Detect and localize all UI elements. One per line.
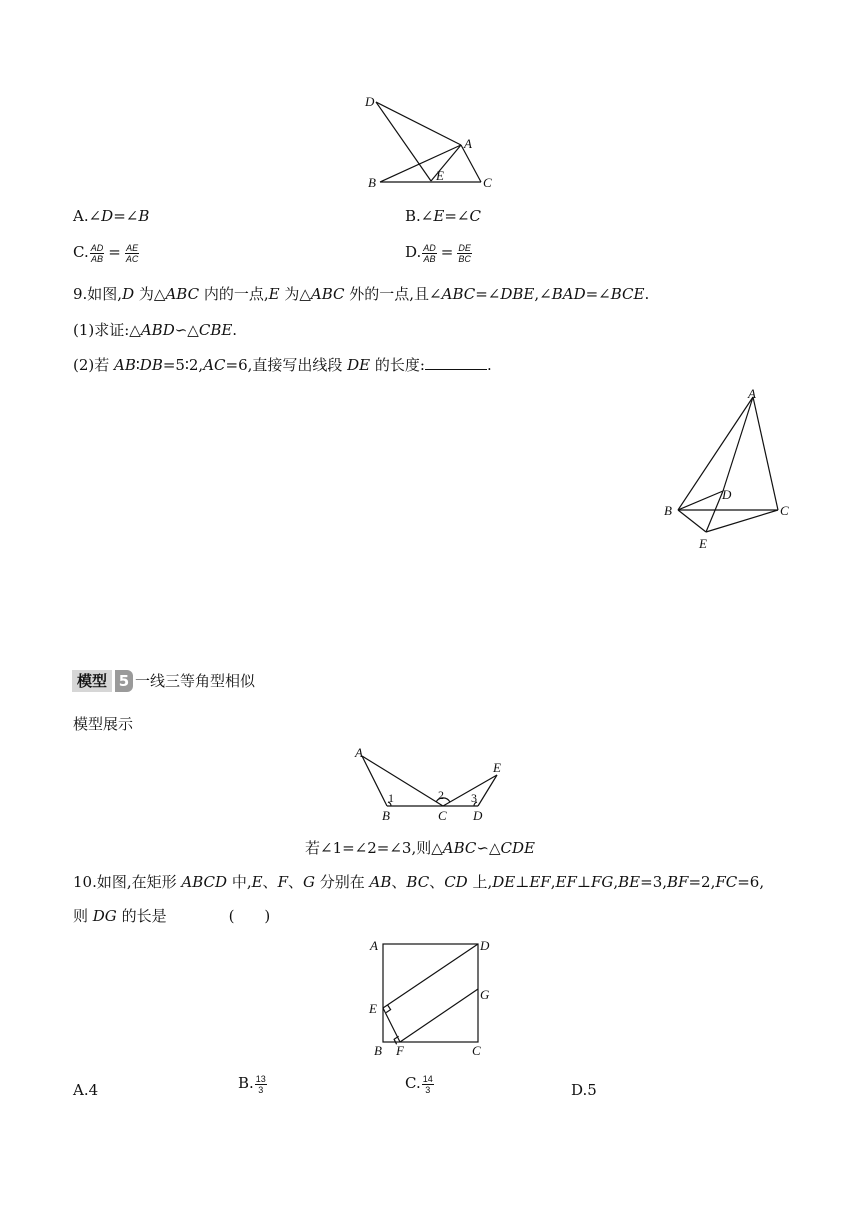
denominator: 3: [425, 1084, 431, 1095]
q10-label-e: E: [369, 1001, 377, 1016]
q8-figure: [360, 90, 510, 200]
option-var: E: [433, 207, 445, 225]
q8-option-a[interactable]: [73, 206, 149, 226]
fraction: [90, 243, 105, 264]
numerator: AD: [423, 242, 436, 253]
denominator: AB: [90, 253, 103, 264]
model-subtitle: 模型展示: [73, 715, 134, 733]
model-label-a: A: [355, 745, 363, 760]
q10-question: 则 DG 的长是 ( ): [73, 907, 271, 925]
numerator: DE: [458, 242, 471, 253]
q9-statement: 9.如图,D 为△ABC 内的一点,E 为△ABC 外的一点,且∠ABC=∠DBE,∠BAD=∠BCE.: [73, 285, 650, 303]
denominator: AC: [125, 253, 139, 264]
model-label-b: B: [382, 808, 390, 823]
q10-label-a: A: [370, 938, 378, 953]
q10-option-b[interactable]: [238, 1073, 268, 1095]
numerator: 13: [255, 1073, 266, 1084]
denominator: 3: [258, 1084, 264, 1095]
model-angle-2: 2: [438, 788, 444, 802]
model-label-c: C: [438, 808, 447, 823]
q8-label-e: E: [436, 168, 444, 183]
q8-label-b: B: [368, 175, 376, 190]
q9-label-a: A: [748, 386, 756, 401]
q10-label-d: D: [480, 938, 490, 953]
option-text: D.: [405, 243, 422, 261]
q8-label-c: C: [483, 175, 492, 190]
q10-label-g: G: [480, 987, 490, 1002]
option-var: D: [101, 207, 114, 225]
q10-option-a[interactable]: A.4: [73, 1081, 99, 1099]
q9-part1: (1)求证:△ABD∽△CBE.: [73, 321, 238, 339]
q9-label-c: C: [780, 503, 789, 518]
option-var: C: [469, 207, 481, 225]
model-caption: 若∠1=∠2=∠3,则△ABC∽△CDE: [305, 839, 535, 857]
q8-label-a: A: [464, 136, 472, 151]
option-var: B: [138, 207, 150, 225]
q8-option-d[interactable]: D. $\frac{AD}{AB}$ = $\frac{DE}{BC}$: [405, 242, 471, 264]
q9-part2: (2)若 AB∶DB=5∶2,AC=6,直接写出线段 DE 的长度: .: [73, 356, 492, 374]
q9-label-d: D: [722, 487, 732, 502]
fraction: [125, 243, 140, 264]
model-badge-label: 模型: [72, 670, 112, 692]
fraction: [422, 1074, 434, 1095]
option-text: C.: [405, 1074, 421, 1092]
fraction: [457, 243, 472, 264]
fraction: [422, 243, 437, 264]
q10-option-d[interactable]: D.5: [571, 1081, 597, 1099]
q9-figure: [660, 385, 800, 555]
option-text: B.∠: [405, 207, 434, 225]
model-label-e: E: [493, 760, 501, 775]
numerator: 14: [422, 1073, 433, 1084]
denominator: AB: [423, 253, 436, 264]
model-label-d: D: [473, 808, 483, 823]
q10-statement: 10.如图,在矩形 ABCD 中,E、F、G 分别在 AB、BC、CD 上,DE⊥EF,EF⊥FG,BE=3,BF=2,FC=6,: [73, 873, 765, 891]
denominator: BC: [458, 253, 471, 264]
q8-label-d: D: [365, 94, 375, 109]
q9-label-b: B: [664, 503, 672, 518]
q10-option-c[interactable]: [405, 1073, 435, 1095]
answer-paren[interactable]: ( ): [228, 907, 271, 925]
option-text: =∠: [444, 207, 470, 225]
q10-label-f: F: [396, 1043, 404, 1058]
q10-label-c: C: [472, 1043, 481, 1058]
q9-label-e: E: [699, 536, 707, 551]
model-angle-1: 1: [388, 791, 394, 805]
numerator: AE: [126, 242, 139, 253]
model-5-heading: [72, 670, 255, 692]
q8-option-b[interactable]: [405, 206, 481, 226]
option-text: C.: [73, 243, 89, 261]
option-text: B.: [238, 1074, 254, 1092]
fraction: [255, 1074, 267, 1095]
q10-figure: [365, 935, 505, 1060]
option-text: A.∠: [73, 207, 102, 225]
model-badge-number: 5: [115, 670, 133, 692]
q10-label-b: B: [374, 1043, 382, 1058]
model-angle-3: 3: [471, 791, 477, 805]
model5-figure: [350, 742, 520, 824]
answer-blank[interactable]: [425, 355, 487, 370]
numerator: AD: [90, 242, 104, 253]
model-title: 一线三等角型相似: [135, 672, 256, 690]
option-text: =∠: [113, 207, 139, 225]
q8-option-c[interactable]: C. $\frac{AD}{AB}$ = $\frac{AE}{AC}$: [73, 242, 139, 264]
